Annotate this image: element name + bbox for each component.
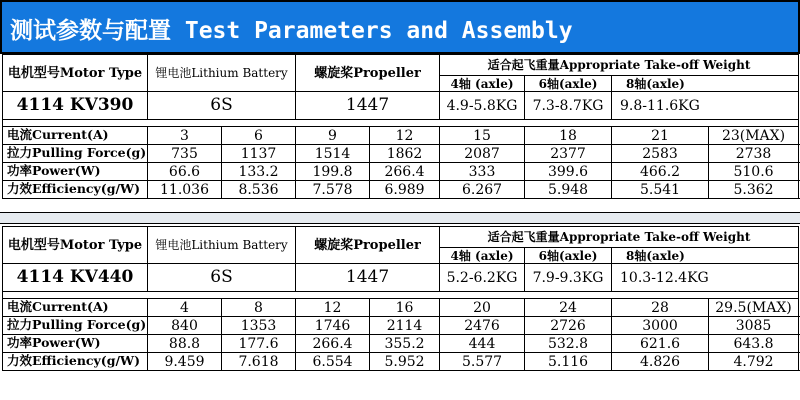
cell-efficiency: 6.267 [440, 181, 525, 199]
cell-current: 23(MAX) [709, 127, 799, 145]
cell-power: 66.6 [148, 163, 222, 181]
axle6-header: 6轴(axle) [525, 76, 612, 92]
table-row [3, 127, 799, 145]
row-label-pulling-force: 拉力Pulling Force(g) [3, 145, 148, 163]
axle6-header: 6轴(axle) [525, 248, 612, 264]
weight-6axle: 7.9-9.3KG [525, 264, 612, 292]
takeoff-weight-header: 适合起飞重量Appropriate Take-off Weight [440, 227, 799, 248]
cell-pulling-force: 3000 [612, 317, 709, 335]
axle8-header: 8轴(axle) [612, 76, 799, 92]
cell-pulling-force: 2377 [525, 145, 612, 163]
cell-efficiency: 9.459 [148, 353, 222, 371]
cell-pulling-force: 840 [148, 317, 222, 335]
table-row [3, 181, 799, 199]
page-title: 测试参数与配置 Test Parameters and Assembly [10, 18, 573, 44]
table-row [3, 163, 799, 181]
table-row [3, 299, 799, 317]
cell-efficiency: 5.952 [370, 353, 440, 371]
cell-current: 3 [148, 127, 222, 145]
title-bar [0, 0, 800, 54]
cell-pulling-force: 2726 [525, 317, 612, 335]
weight-8axle: 10.3-12.4KG [612, 264, 799, 292]
row-label-power: 功率Power(W) [3, 335, 148, 353]
cell-efficiency: 7.578 [296, 181, 370, 199]
motor-type-header: 电机型号Motor Type [3, 55, 148, 92]
table-row [3, 145, 799, 163]
spec-table-kv440 [2, 226, 799, 371]
cell-current: 8 [222, 299, 296, 317]
weight-4axle: 5.2-6.2KG [440, 264, 525, 292]
propeller-value: 1447 [296, 92, 440, 120]
cell-power: 333 [440, 163, 525, 181]
cell-current: 12 [296, 299, 370, 317]
cell-pulling-force: 1862 [370, 145, 440, 163]
takeoff-weight-header: 适合起飞重量Appropriate Take-off Weight [440, 55, 799, 76]
cell-pulling-force: 1353 [222, 317, 296, 335]
cell-pulling-force: 2087 [440, 145, 525, 163]
section-separator [0, 212, 800, 224]
cell-efficiency: 4.826 [612, 353, 709, 371]
cell-pulling-force: 1137 [222, 145, 296, 163]
cell-current: 12 [370, 127, 440, 145]
cell-efficiency: 4.792 [709, 353, 799, 371]
row-label-pulling-force: 拉力Pulling Force(g) [3, 317, 148, 335]
propeller-header: 螺旋桨Propeller [296, 55, 440, 92]
cell-current: 4 [148, 299, 222, 317]
cell-efficiency: 5.577 [440, 353, 525, 371]
cell-efficiency: 5.541 [612, 181, 709, 199]
cell-pulling-force: 1746 [296, 317, 370, 335]
row-gap [3, 292, 799, 299]
table-row [3, 335, 799, 353]
row-label-current: 电流Current(A) [3, 127, 148, 145]
cell-efficiency: 8.536 [222, 181, 296, 199]
cell-pulling-force: 2114 [370, 317, 440, 335]
cell-efficiency: 5.948 [525, 181, 612, 199]
battery-header: 锂电池Lithium Battery [148, 55, 296, 92]
cell-current: 20 [440, 299, 525, 317]
cell-efficiency: 6.554 [296, 353, 370, 371]
cell-current: 21 [612, 127, 709, 145]
cell-pulling-force: 3085 [709, 317, 799, 335]
battery-header: 锂电池Lithium Battery [148, 227, 296, 264]
cell-power: 621.6 [612, 335, 709, 353]
cell-current: 9 [296, 127, 370, 145]
cell-power: 466.2 [612, 163, 709, 181]
cell-current: 29.5(MAX) [709, 299, 799, 317]
battery-value: 6S [148, 92, 296, 120]
motor-model: 4114 KV440 [3, 264, 148, 292]
battery-value: 6S [148, 264, 296, 292]
cell-power: 444 [440, 335, 525, 353]
cell-current: 16 [370, 299, 440, 317]
cell-power: 399.6 [525, 163, 612, 181]
weight-6axle: 7.3-8.7KG [525, 92, 612, 120]
cell-pulling-force: 735 [148, 145, 222, 163]
axle8-header: 8轴(axle) [612, 248, 799, 264]
row-label-efficiency: 力效Efficiency(g/W) [3, 181, 148, 199]
cell-efficiency: 5.362 [709, 181, 799, 199]
cell-efficiency: 6.989 [370, 181, 440, 199]
cell-power: 88.8 [148, 335, 222, 353]
row-gap [3, 120, 799, 127]
cell-power: 643.8 [709, 335, 799, 353]
cell-current: 28 [612, 299, 709, 317]
axle4-header: 4轴 (axle) [440, 76, 525, 92]
cell-current: 18 [525, 127, 612, 145]
spec-table-kv390 [2, 54, 799, 199]
weight-8axle: 9.8-11.6KG [612, 92, 799, 120]
propeller-header: 螺旋桨Propeller [296, 227, 440, 264]
cell-pulling-force: 2738 [709, 145, 799, 163]
cell-power: 355.2 [370, 335, 440, 353]
propeller-value: 1447 [296, 264, 440, 292]
cell-power: 177.6 [222, 335, 296, 353]
cell-power: 266.4 [296, 335, 370, 353]
cell-pulling-force: 2583 [612, 145, 709, 163]
cell-pulling-force: 1514 [296, 145, 370, 163]
row-label-current: 电流Current(A) [3, 299, 148, 317]
motor-type-header: 电机型号Motor Type [3, 227, 148, 264]
table-row [3, 353, 799, 371]
cell-current: 24 [525, 299, 612, 317]
cell-efficiency: 5.116 [525, 353, 612, 371]
cell-power: 532.8 [525, 335, 612, 353]
table-row [3, 317, 799, 335]
cell-power: 510.6 [709, 163, 799, 181]
cell-efficiency: 7.618 [222, 353, 296, 371]
row-label-efficiency: 力效Efficiency(g/W) [3, 353, 148, 371]
axle4-header: 4轴 (axle) [440, 248, 525, 264]
row-label-power: 功率Power(W) [3, 163, 148, 181]
cell-current: 15 [440, 127, 525, 145]
cell-pulling-force: 2476 [440, 317, 525, 335]
cell-power: 199.8 [296, 163, 370, 181]
weight-4axle: 4.9-5.8KG [440, 92, 525, 120]
cell-current: 6 [222, 127, 296, 145]
cell-efficiency: 11.036 [148, 181, 222, 199]
cell-power: 133.2 [222, 163, 296, 181]
cell-power: 266.4 [370, 163, 440, 181]
motor-model: 4114 KV390 [3, 92, 148, 120]
